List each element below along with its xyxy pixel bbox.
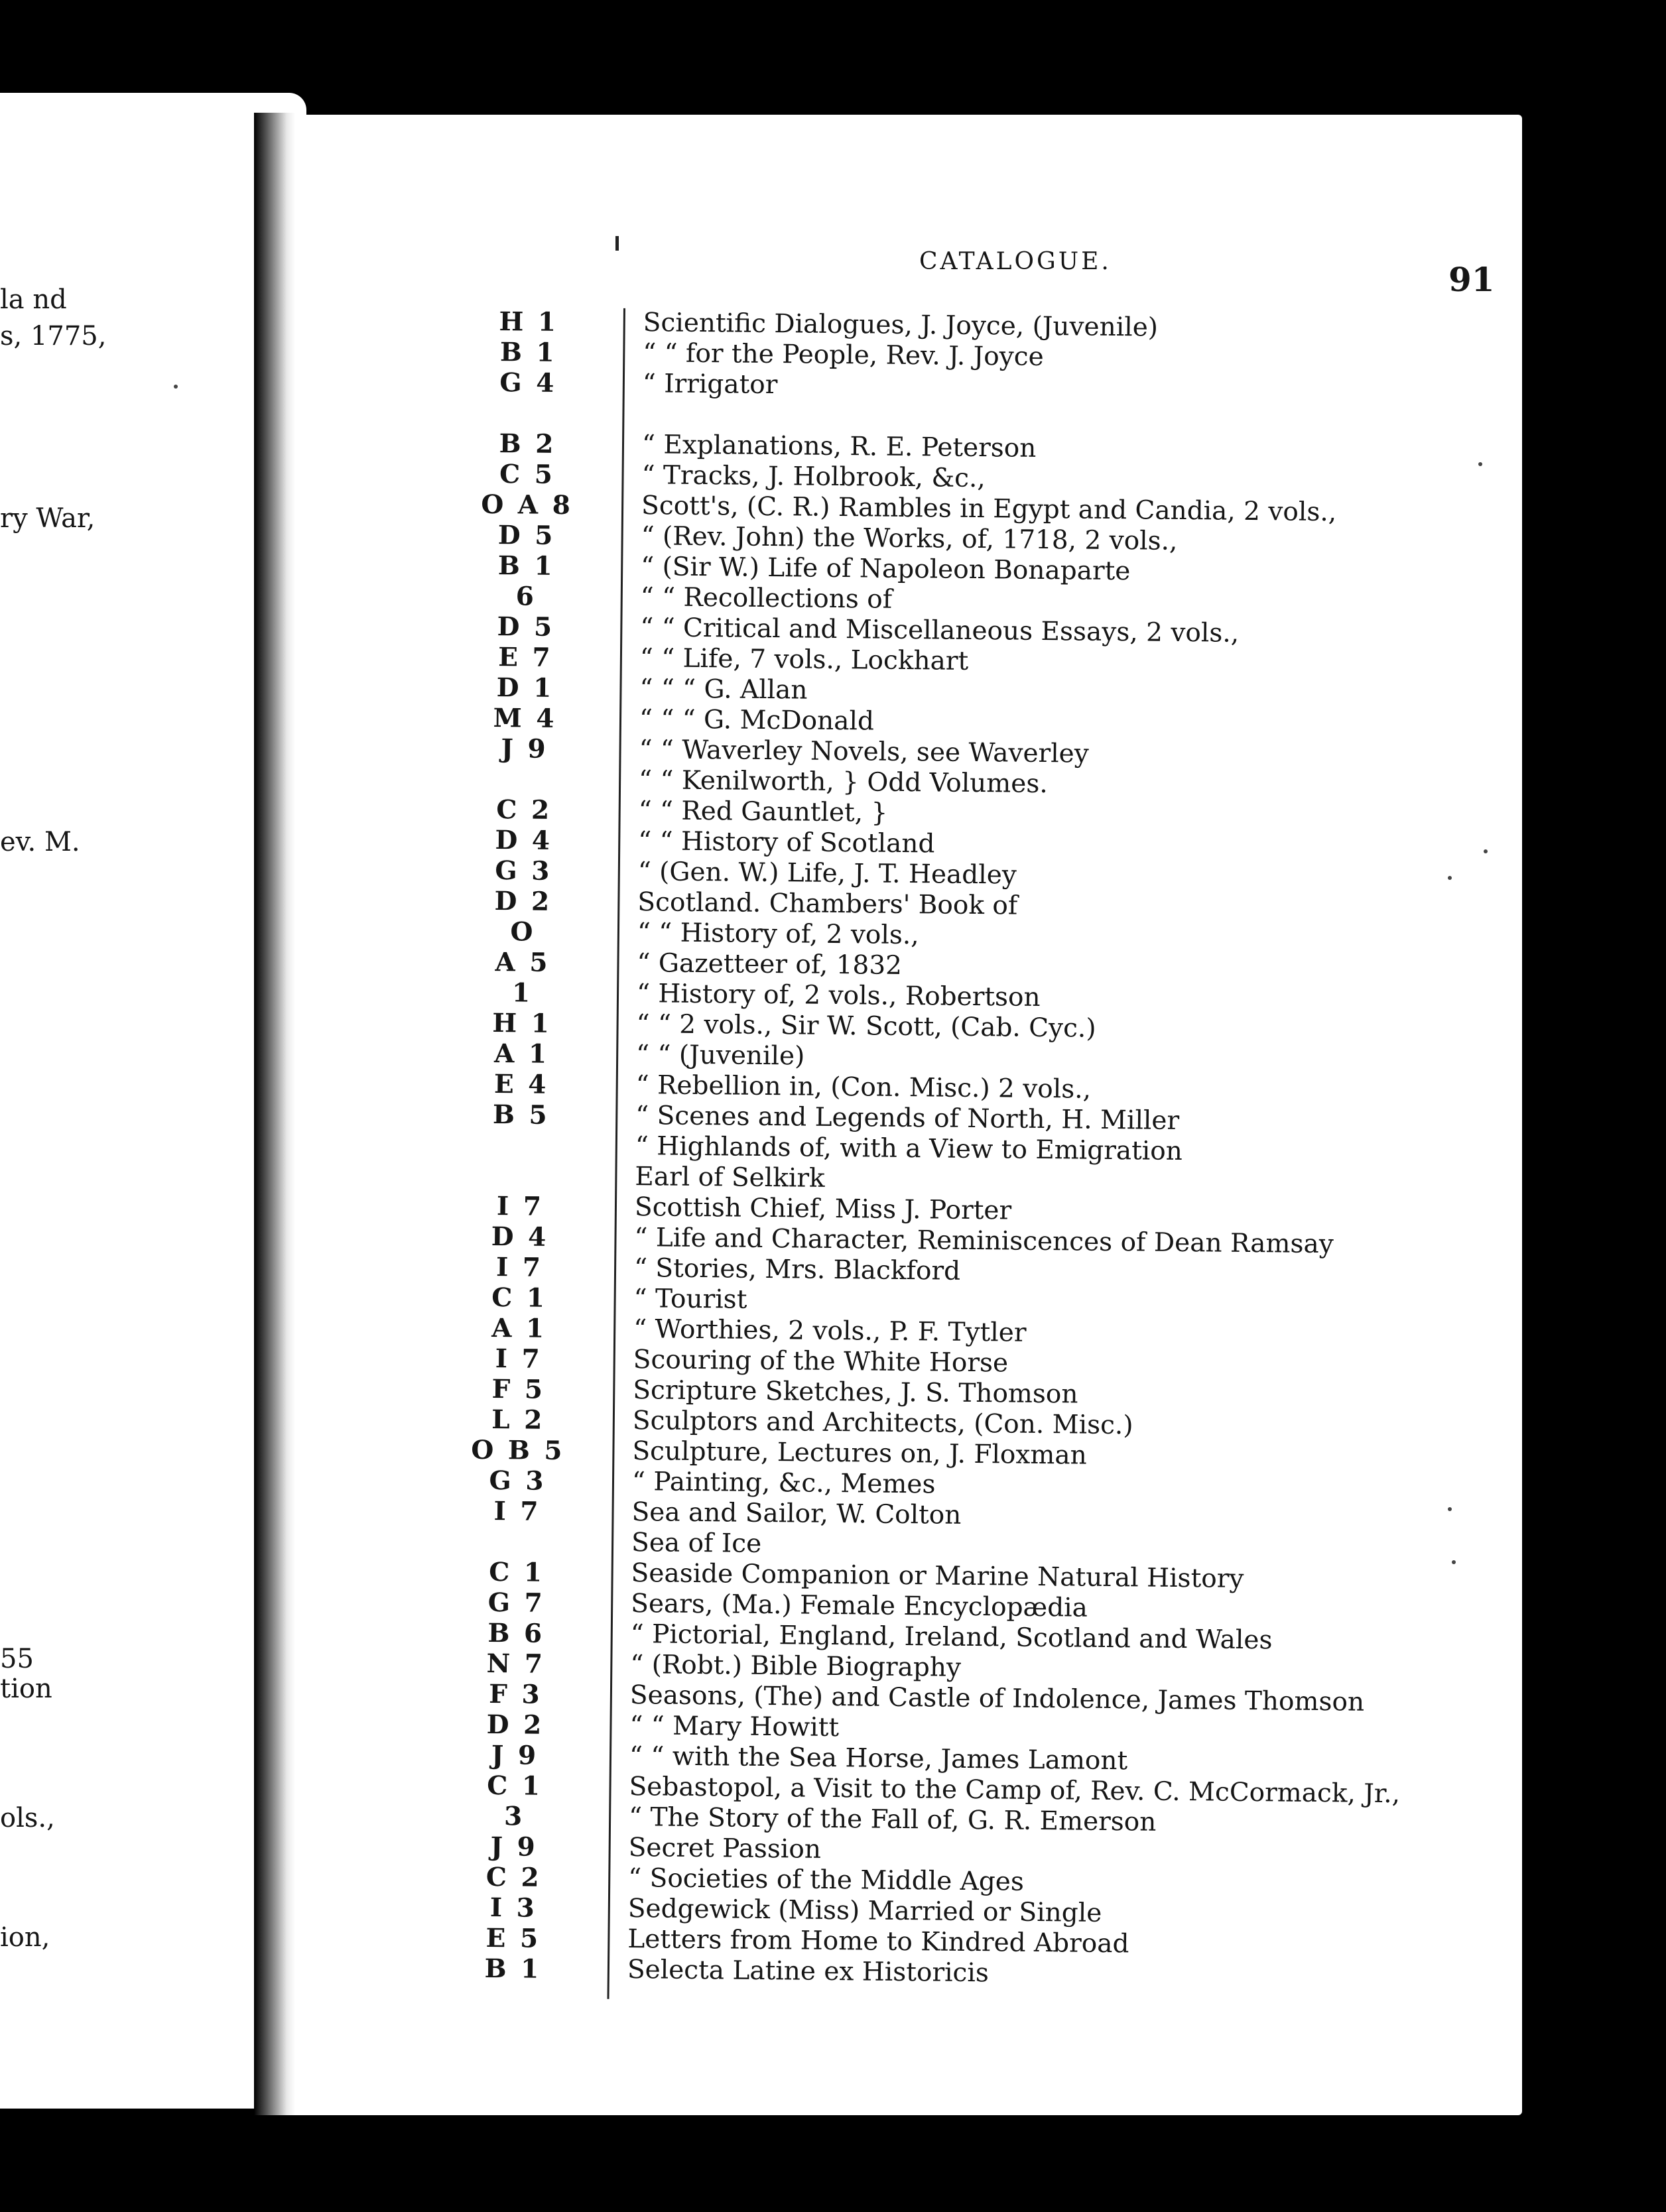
shelf-location: C 1 <box>491 1282 548 1314</box>
entry-title: Selecta Latine ex Historicis <box>627 1955 990 1989</box>
entry-title: “ “ Mary Howitt <box>629 1711 840 1743</box>
shelf-location: I 7 <box>495 1252 544 1283</box>
shelf-location: G 3 <box>489 1465 546 1497</box>
shelf-location: B 1 <box>484 1953 542 1985</box>
entry-title: “ Gazetteer of, 1832 <box>637 948 903 981</box>
shelf-location <box>459 1527 575 1528</box>
entry-title: “ Societies of the Middle Ages <box>628 1863 1025 1897</box>
entry-title: Scott's, (C. R.) Rambles in Egypt and Candia, 2 vols., <box>641 491 1337 528</box>
entry-title: “ “ Life, 7 vols., Lockhart <box>639 643 969 676</box>
entry-title: “ “ 2 vols., Sir W. Scott, (Cab. Cyc.) <box>636 1009 1096 1044</box>
shelf-location <box>463 1131 579 1132</box>
entry-title: “ “ “ G. Allan <box>639 674 808 706</box>
entry-title: “ “ Recollections of <box>640 582 893 615</box>
shelf-location: G 3 <box>495 855 552 887</box>
entry-title: “ Irrigator <box>642 369 778 400</box>
entry-title: “ “ with the Sea Horse, James Lamont <box>629 1741 1128 1776</box>
entry-title: “ Highlands of, with a View to Emigration <box>635 1131 1183 1167</box>
entry-title: “ Life and Character, Reminiscences of Dean Ramsay <box>634 1223 1334 1260</box>
shelf-location: E 4 <box>493 1069 549 1100</box>
page-number: 91 <box>1448 260 1495 299</box>
shelf-location: J 9 <box>501 733 548 765</box>
shelf-location: 3 <box>503 1801 525 1832</box>
entry-title: “ (Rev. John) the Works, of, 1718, 2 vols., <box>641 521 1178 556</box>
entry-title: “ Stories, Mrs. Blackford <box>633 1253 961 1286</box>
print-mark <box>615 236 619 251</box>
shelf-location: B 2 <box>499 428 556 460</box>
entry-title: Scientific Dialogues, J. Joyce, (Juvenile) <box>643 308 1159 343</box>
entry-title: “ Tourist <box>633 1284 747 1315</box>
entry-title: Earl of Selkirk <box>635 1162 825 1194</box>
entry-title: Letters from Home to Kindred Abroad <box>627 1924 1129 1959</box>
shelf-location: O <box>510 916 536 948</box>
shelf-location: D 4 <box>491 1221 549 1253</box>
shelf-location <box>466 765 582 766</box>
shelf-location: F 3 <box>488 1679 543 1710</box>
shelf-location: B 1 <box>499 337 557 368</box>
entry-title: “ Worthies, 2 vols., P. F. Tytler <box>633 1314 1027 1348</box>
entry-title: “ “ Kenilworth, } Odd Volumes. <box>638 765 1048 800</box>
shelf-location: O B 5 <box>471 1434 565 1467</box>
shelf-location: 1 <box>511 977 533 1009</box>
entry-title: “ Painting, &c., Memes <box>631 1467 936 1500</box>
shelf-location: D 2 <box>486 1709 545 1741</box>
shelf-location: F 5 <box>491 1374 546 1405</box>
shelf-location: I 7 <box>495 1343 543 1375</box>
entry-title: Sedgewick (Miss) Married or Single <box>627 1894 1102 1928</box>
catalogue-entries <box>408 306 1486 2014</box>
entry-title: Sea of Ice <box>631 1528 762 1559</box>
shelf-location: A 1 <box>493 1038 550 1070</box>
print-speck <box>174 385 178 389</box>
entry-title: “ “ for the People, Rev. J. Joyce <box>643 338 1044 372</box>
shelf-location: C 1 <box>486 1770 543 1802</box>
left-page-fragment: tion <box>0 1674 52 1704</box>
entry-title: “ The Story of the Fall of, G. R. Emerson <box>628 1802 1157 1837</box>
shelf-location: M 4 <box>493 703 557 734</box>
left-page-fragment: ry War, <box>0 503 96 534</box>
shelf-location: B 5 <box>492 1099 550 1131</box>
print-speck <box>1484 849 1488 853</box>
left-page-fragment: ion, <box>0 1922 50 1953</box>
shelf-location: I 3 <box>489 1892 538 1924</box>
left-page-fragment: ev. M. <box>0 827 80 857</box>
entry-title: “ Scenes and Legends of North, H. Miller <box>635 1101 1180 1136</box>
entry-title: Secret Passion <box>628 1833 822 1865</box>
shelf-location: C 5 <box>499 459 556 490</box>
left-page-fragment: s, 1775, <box>0 321 107 351</box>
shelf-location: D 5 <box>497 611 555 643</box>
entry-title: “ “ Red Gauntlet, } <box>638 796 888 828</box>
shelf-location: A 1 <box>491 1313 547 1344</box>
entry-title: “ (Gen. W.) Life, J. T. Headley <box>637 857 1017 891</box>
shelf-location: C 2 <box>485 1862 542 1893</box>
page-header: CATALOGUE. <box>919 248 1112 275</box>
shelf-location: E 7 <box>497 642 553 673</box>
entry-title: “ History of, 2 vols., Robertson <box>636 979 1041 1013</box>
shelf-location <box>463 1161 579 1162</box>
shelf-location: G 7 <box>487 1587 545 1619</box>
entry-title: Sebastopol, a Visit to the Camp of, Rev. C. McCormack, Jr., <box>629 1772 1401 1810</box>
shelf-location: H 1 <box>499 306 559 338</box>
shelf-location: J 9 <box>491 1740 539 1771</box>
left-page-fragment: ols., <box>0 1803 55 1833</box>
shelf-location: I 7 <box>496 1191 545 1222</box>
entry-title: “ (Sir W.) Life of Napoleon Bonaparte <box>641 552 1131 587</box>
shelf-location: B 1 <box>497 550 555 582</box>
left-page-fragment: la nd <box>0 284 67 315</box>
shelf-location: I 7 <box>493 1496 541 1527</box>
shelf-location: A 5 <box>495 947 550 978</box>
entry-title: “ Rebellion in, (Con. Misc.) 2 vols., <box>635 1070 1092 1105</box>
shelf-location: B 6 <box>487 1618 545 1649</box>
entry-title: Sculpture, Lectures on, J. Floxman <box>632 1436 1087 1471</box>
entry-title: “ “ Critical and Miscellaneous Essays, 2 vols., <box>640 613 1240 648</box>
entry-title: Seaside Companion or Marine Natural History <box>631 1558 1244 1594</box>
shelf-location: D 5 <box>497 520 556 551</box>
shelf-location: N 7 <box>486 1648 546 1680</box>
entry-title: “ Explanations, R. E. Peterson <box>641 430 1037 463</box>
left-page-fragment: 55 <box>0 1644 34 1674</box>
shelf-location: D 2 <box>494 886 552 917</box>
shelf-location: H 1 <box>492 1008 552 1039</box>
shelf-location: G 4 <box>499 367 557 399</box>
entry-title: Scottish Chief, Miss J. Porter <box>634 1192 1012 1226</box>
entry-title: Scotland. Chambers' Book of <box>637 887 1018 921</box>
entry-title: “ Tracks, J. Holbrook, &c., <box>641 460 986 494</box>
entry-title: Sea and Sailor, W. Colton <box>631 1497 962 1530</box>
shelf-location <box>470 399 586 400</box>
entry-title: Scouring of the White Horse <box>633 1345 1009 1379</box>
shelf-location: 6 <box>515 581 537 612</box>
shelf-location: D 1 <box>496 672 554 704</box>
entry-title: Scripture Sketches, J. S. Thomson <box>633 1375 1078 1410</box>
entry-title: Sculptors and Architects, (Con. Misc.) <box>632 1406 1133 1441</box>
entry-title: “ (Robt.) Bible Biography <box>630 1650 962 1683</box>
entry-title: “ Pictorial, England, Ireland, Scotland and Wales <box>630 1619 1273 1656</box>
entry-title: Sears, (Ma.) Female Encyclopædia <box>631 1589 1088 1623</box>
shelf-location: O A 8 <box>481 489 574 521</box>
shelf-location: C 2 <box>496 794 552 826</box>
shelf-location: L 2 <box>491 1404 545 1436</box>
shelf-location: C 1 <box>489 1557 545 1588</box>
entry-title: Seasons, (The) and Castle of Indolence, James Thomson <box>629 1680 1365 1717</box>
shelf-location: J 9 <box>490 1831 539 1863</box>
entry-title: “ “ History of, 2 vols., <box>637 918 919 951</box>
shelf-location: D 4 <box>495 825 553 856</box>
entry-title: “ “ (Juvenile) <box>635 1040 805 1072</box>
gutter-shadow <box>254 113 295 2115</box>
entry-title: “ “ Waverley Novels, see Waverley <box>639 735 1089 769</box>
entry-title: “ “ “ G. McDonald <box>639 704 875 737</box>
entry-title: “ “ History of Scotland <box>638 826 935 859</box>
shelf-location: E 5 <box>485 1923 541 1954</box>
